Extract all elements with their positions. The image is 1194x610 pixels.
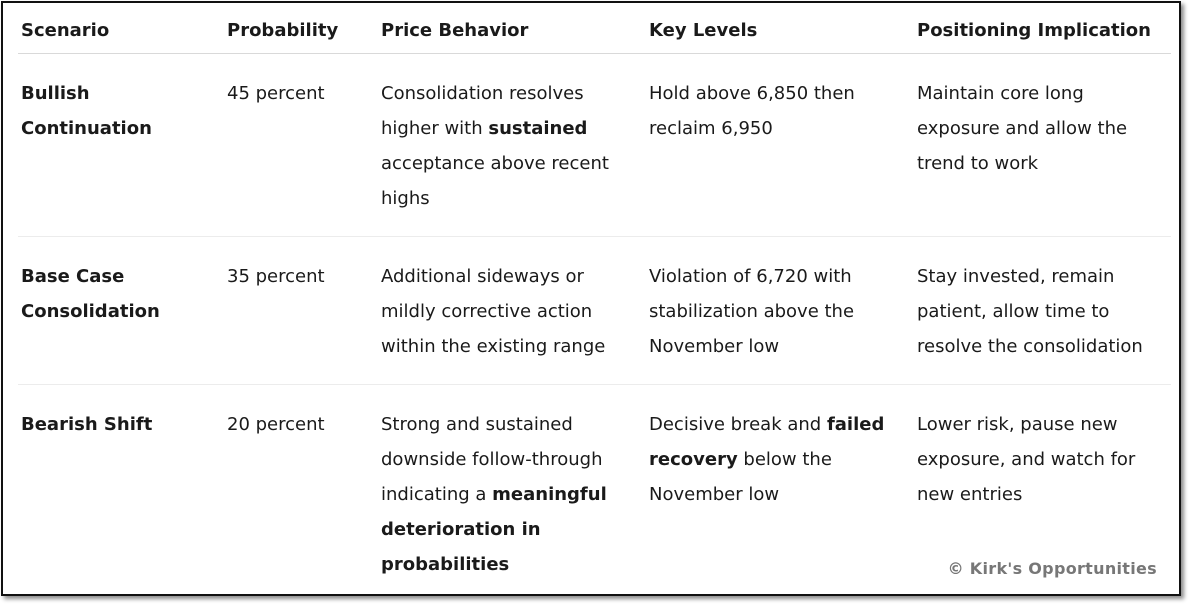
key-levels-cell bbox=[646, 54, 914, 237]
header-positioning-implication: Positioning Implication bbox=[914, 11, 1171, 54]
probability-cell: 45 percent bbox=[224, 54, 378, 237]
bold-text-segment: meaningful deterioration in probabilities bbox=[381, 484, 607, 575]
header-price-behavior: Price Behavior bbox=[378, 11, 646, 54]
header-key-levels: Key Levels bbox=[646, 11, 914, 54]
table-row bbox=[18, 385, 1171, 583]
scenario-cell: Base Case Consolidation bbox=[18, 237, 224, 385]
table-row bbox=[18, 54, 1171, 237]
text-segment: Strong and sustained downside follow-through indicating a bbox=[381, 414, 603, 505]
price-behavior-cell bbox=[378, 237, 646, 385]
table-row bbox=[18, 237, 1171, 385]
probability-cell: 35 percent bbox=[224, 237, 378, 385]
text-segment: Consolidation resolves higher with bbox=[381, 83, 584, 139]
scenario-table bbox=[18, 11, 1171, 582]
text-segment: below the November low bbox=[649, 449, 832, 505]
scenario-cell: Bearish Shift bbox=[21, 414, 153, 435]
text-segment: Additional sideways or mildly corrective action within the existing range bbox=[381, 266, 606, 357]
positioning-implication-cell: Lower risk, pause new exposure, and watch for new entries bbox=[917, 414, 1136, 505]
probability-cell: 20 percent bbox=[227, 414, 325, 435]
bold-text-segment: failed recovery bbox=[649, 414, 885, 470]
key-levels-cell bbox=[646, 237, 914, 385]
scenario-cell: Bullish Continuation bbox=[18, 54, 224, 237]
header-row bbox=[18, 11, 1171, 54]
bold-text-segment: sustained bbox=[488, 118, 588, 139]
text-segment: acceptance above recent highs bbox=[381, 153, 609, 209]
price-behavior-cell bbox=[378, 54, 646, 237]
positioning-implication-cell: Maintain core long exposure and allow the trend to work bbox=[914, 54, 1171, 237]
header-scenario: Scenario bbox=[18, 11, 224, 54]
positioning-implication-cell: Stay invested, remain patient, allow time to resolve the consolidation bbox=[914, 237, 1171, 385]
key-levels-cell bbox=[646, 385, 914, 583]
table-frame bbox=[1, 1, 1181, 596]
header-probability: Probability bbox=[224, 11, 378, 54]
text-segment: Decisive break and bbox=[649, 414, 827, 435]
text-segment: Violation of 6,720 with stabilization above the November low bbox=[649, 266, 855, 357]
copyright-watermark: © Kirk's Opportunities bbox=[947, 559, 1157, 578]
text-segment: Hold above 6,850 then reclaim 6,950 bbox=[649, 83, 855, 139]
price-behavior-cell bbox=[378, 385, 646, 583]
